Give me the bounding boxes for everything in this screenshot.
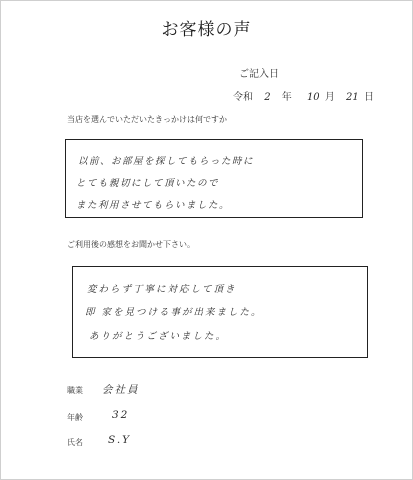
question-1-label: 当店を選んでいただいたきっかけは何ですか [67, 115, 227, 124]
occupation-value: 会社員 [102, 384, 140, 396]
question-2-label: ご利用後の感想をお聞かせ下さい。 [67, 240, 195, 249]
date-year: 2 [264, 92, 271, 103]
question-1-answer-box [65, 139, 363, 218]
date-month-unit: 月 [324, 92, 335, 103]
record-date-label: ご記入日 [239, 69, 279, 80]
record-date [233, 88, 374, 103]
date-day: 21 [346, 92, 359, 103]
age-value: 32 [112, 409, 130, 421]
answer-1-line-1: 以前、お部屋を探してもらった時に [78, 156, 255, 167]
answer-2-line-2: 即 家を見つける事が出来ました。 [85, 307, 263, 318]
name-value: S.Y [108, 434, 132, 446]
answer-2-line-1: 変わらず丁寧に対応して頂き [87, 284, 237, 295]
age-label: 年齢 [67, 413, 83, 422]
question-2-answer-box [72, 266, 368, 358]
name-label: 氏名 [67, 438, 83, 447]
answer-2-line-3: ありがとうございました。 [89, 331, 228, 342]
date-day-unit: 日 [363, 92, 374, 103]
date-month: 10 [306, 92, 320, 103]
occupation-label: 職業 [67, 386, 83, 395]
answer-1-line-2: とても親切にして頂いたので [76, 178, 220, 189]
date-year-unit: 年 [281, 92, 292, 103]
answer-1-line-3: また利用させてもらいました。 [76, 200, 231, 211]
date-era: 令和 [233, 92, 253, 103]
page-title: お客様の声 [161, 20, 252, 40]
